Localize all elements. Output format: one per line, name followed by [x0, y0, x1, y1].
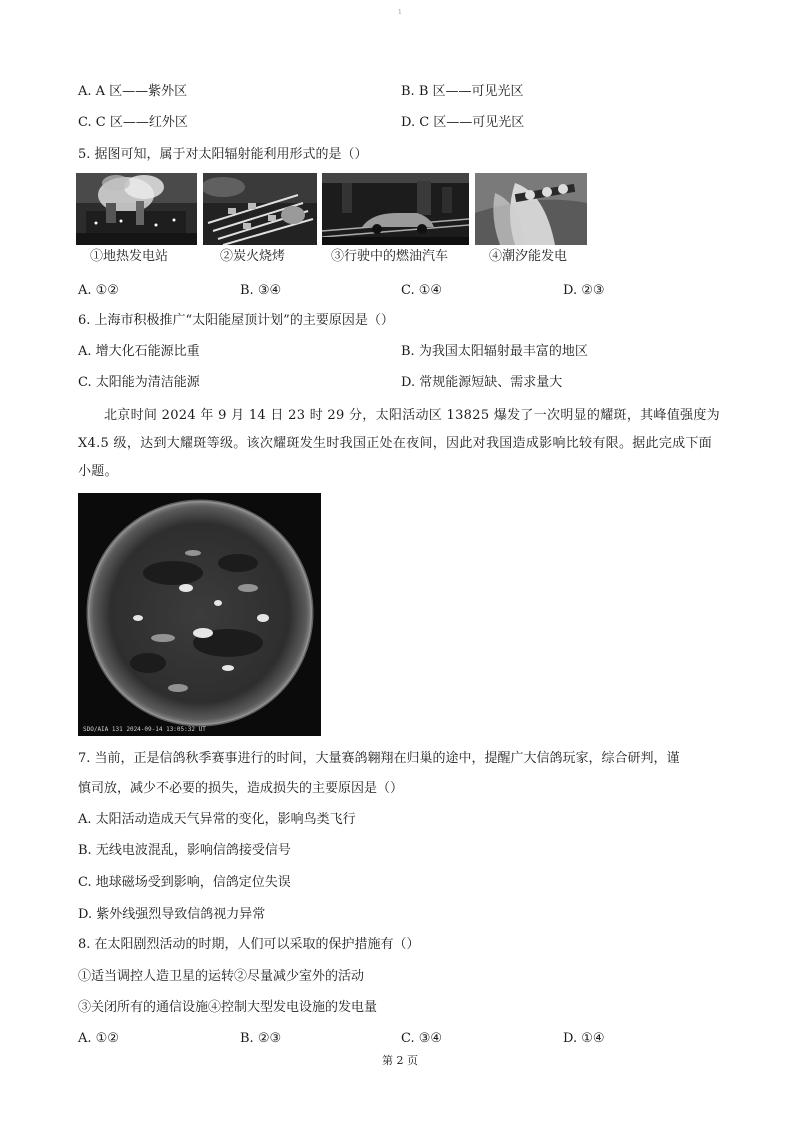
q5-option-a: A. ①② [78, 283, 119, 298]
q4-option-b: B. B 区——可见光区 [401, 84, 524, 99]
q8-option-b: B. ②③ [240, 1031, 282, 1046]
q5-stem: 5. 据图可知，属于对太阳辐射能利用形式的是（） [78, 147, 368, 162]
q5-photo-moving-car [322, 173, 469, 245]
page-header-mark: 1 [398, 9, 402, 16]
q7-option-a: A. 太阳活动造成天气异常的变化，影响鸟类飞行 [78, 812, 356, 827]
q5-photo-tidal-power [475, 173, 587, 245]
q6-option-a: A. 增大化石能源比重 [78, 344, 200, 359]
q7-stem-line1: 7. 当前，正是信鸽秋季赛事进行的时间，大量赛鸽翱翔在归巢的途中，提醒广大信鸽玩家，综合研判，谨 [78, 751, 680, 766]
solar-image-timestamp: SDO/AIA 131 2024-09-14 13:05:32 UT [83, 726, 206, 733]
q4-option-d: D. C 区——可见光区 [401, 115, 525, 130]
q5-option-d: D. ②③ [563, 283, 605, 298]
q7-option-c: C. 地球磁场受到影响，信鸽定位失误 [78, 875, 291, 890]
q4-option-c: C. C 区——红外区 [78, 115, 188, 130]
q5-caption-4: ④潮汐能发电 [489, 249, 568, 264]
q7-stem-line2: 慎司放，减少不必要的损失，造成损失的主要原因是（） [78, 781, 404, 796]
q8-option-c: C. ③④ [401, 1031, 443, 1046]
q8-choice-line1: ①适当调控人造卫星的运转②尽量减少室外的活动 [78, 969, 365, 984]
passage [78, 402, 720, 486]
q8-option-d: D. ①④ [563, 1031, 605, 1046]
q5-caption-1: ①地热发电站 [90, 249, 169, 264]
q8-option-a: A. ①② [78, 1031, 119, 1046]
q7-option-b: B. 无线电波混乱，影响信鸽接受信号 [78, 843, 291, 858]
q8-choice-line2: ③关闭所有的通信设施④控制大型发电设施的发电量 [78, 1000, 378, 1015]
q4-option-a: A. A 区——紫外区 [78, 84, 188, 99]
q5-photo-charcoal-bbq [203, 173, 317, 245]
solar-flare-image [78, 493, 321, 736]
passage-text: 北京时间 2024 年 9 月 14 日 23 时 29 分，太阳活动区 13825 爆发了一次明显的耀斑，其峰值强度为 X4.5 级，达到大耀斑等级。该次耀斑发生时我国正处在夜间，因此对我国造成影响比较有限。据此完成下面小题。 [78, 408, 720, 479]
page-footer: 第 2 页 [382, 1054, 418, 1067]
q7-option-d: D. 紫外线强烈导致信鸽视力异常 [78, 907, 266, 922]
q6-option-d: D. 常规能源短缺、需求量大 [401, 375, 563, 390]
q5-caption-2: ②炭火烧烤 [220, 249, 286, 264]
q5-caption-3: ③行驶中的燃油汽车 [331, 249, 449, 264]
q6-option-b: B. 为我国太阳辐射最丰富的地区 [401, 344, 588, 359]
q6-stem: 6. 上海市积极推广“太阳能屋顶计划”的主要原因是（） [78, 313, 394, 328]
q5-option-b: B. ③④ [240, 283, 282, 298]
q6-option-c: C. 太阳能为清洁能源 [78, 375, 200, 390]
q5-photo-geothermal-plant [76, 173, 197, 245]
q5-option-c: C. ①④ [401, 283, 443, 298]
q8-stem: 8. 在太阳剧烈活动的时期，人们可以采取的保护措施有（） [78, 937, 420, 952]
